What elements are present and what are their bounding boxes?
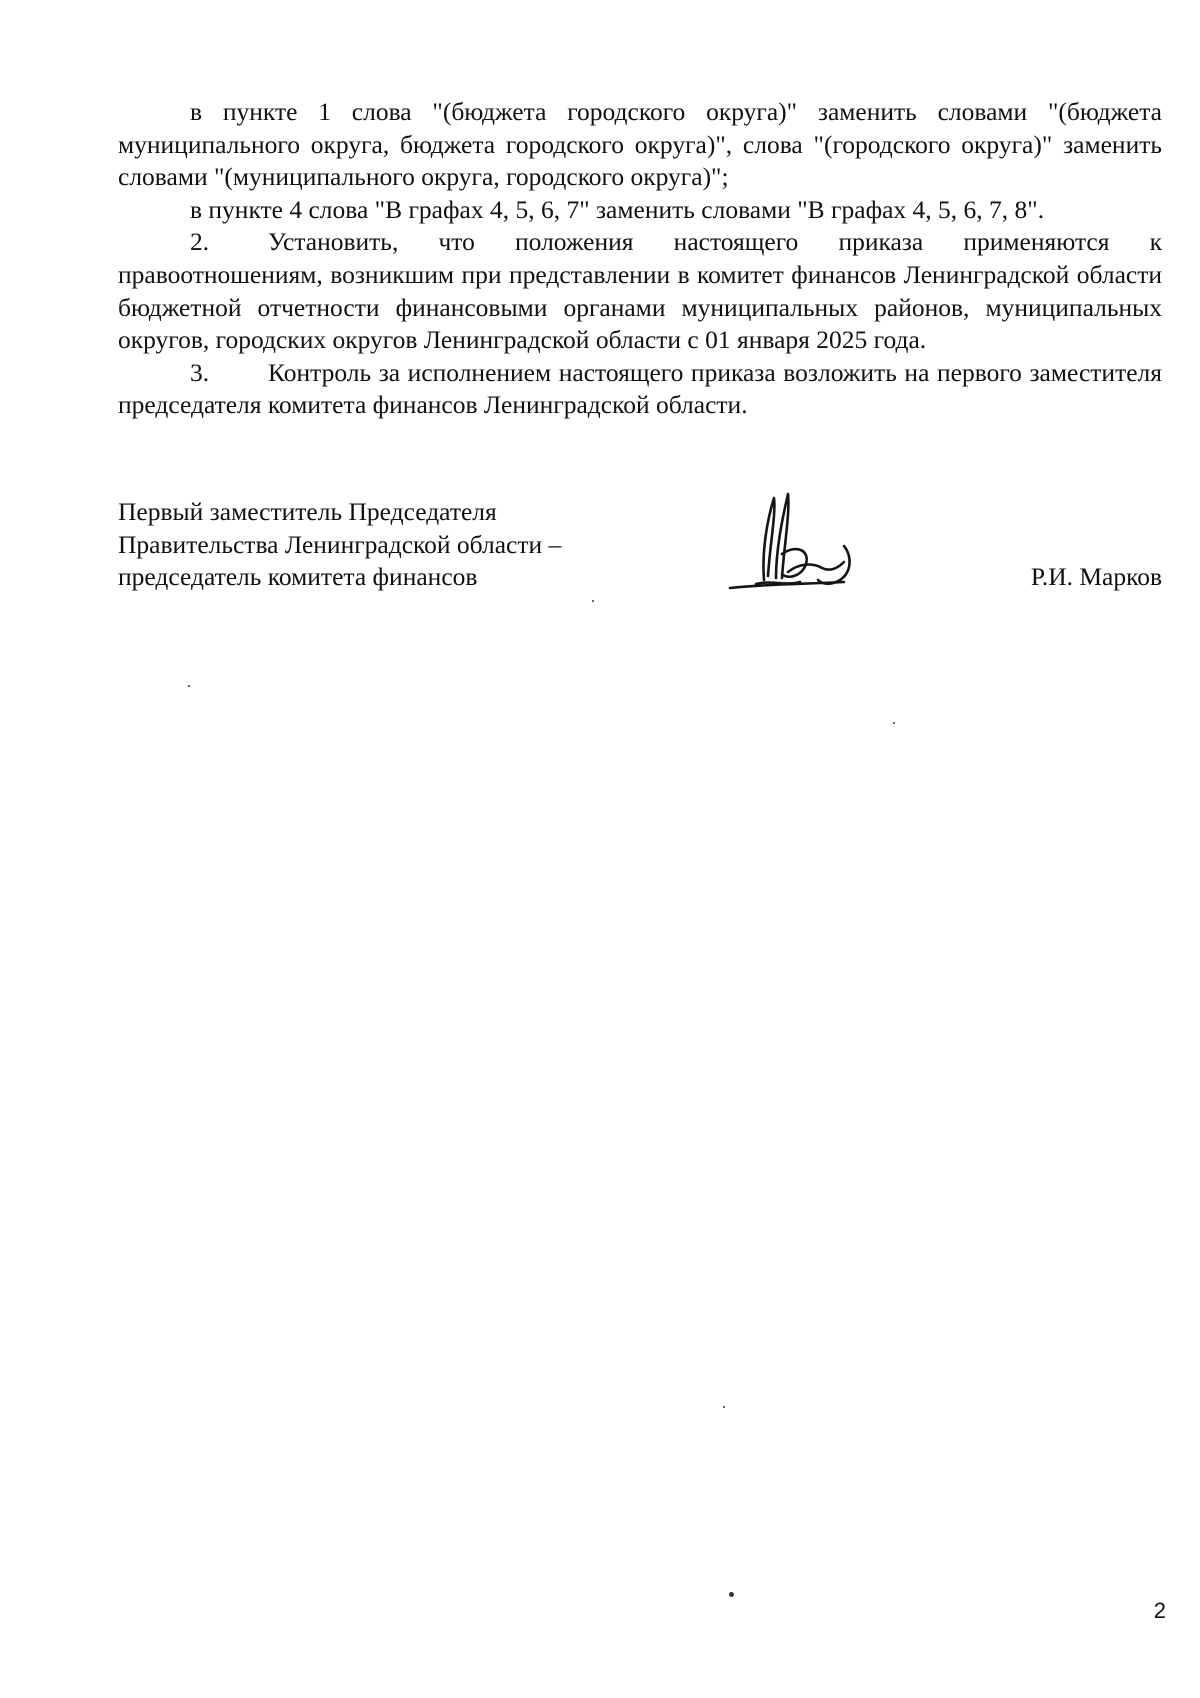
- item-number: 2.: [190, 227, 210, 257]
- scan-speck: [723, 1406, 725, 1408]
- paragraph-item-3: [118, 357, 1162, 422]
- signatory-name: Р.И. Марков: [1030, 562, 1162, 591]
- document-body: [118, 96, 1162, 422]
- signatory-position: [118, 496, 678, 594]
- paragraph-text: в пункте 4 слова "В графах 4, 5, 6, 7" заменить словами "В графах 4, 5, 6, 7, 8".: [190, 194, 1045, 224]
- scan-speck: [893, 722, 895, 724]
- scan-speck: [188, 685, 190, 687]
- paragraph-amendment-point-1: [118, 96, 1162, 194]
- position-line: Правительства Ленинградской области –: [118, 529, 562, 559]
- paragraph-item-2: [118, 226, 1162, 356]
- position-line: председатель комитета финансов: [118, 562, 478, 592]
- paragraph-text: в пункте 1 слова "(бюджета городского округа)" заменить словами "(бюджета муниципального округа, бюджета городского округа)", слова "(городского округа)" заменить словами "(муниципального округа, городского округа)";: [118, 97, 1162, 192]
- scan-speck: [592, 600, 594, 602]
- item-number: 3.: [190, 357, 210, 387]
- position-line: Первый заместитель Председателя: [118, 497, 497, 526]
- signature-block: [118, 496, 1162, 606]
- paragraph-text: Контроль за исполнением настоящего приказа возложить на первого заместителя председателя комитета финансов Ленинградской области.: [118, 357, 1162, 420]
- paragraph-amendment-point-4: [118, 194, 1162, 227]
- scan-speck: [729, 1592, 734, 1597]
- handwritten-signature: [726, 484, 862, 596]
- page-number: 2: [1153, 1598, 1166, 1623]
- paragraph-text: Установить, что положения настоящего приказа применяются к правоотношениям, возникшим при представлении в комитет финансов Ленинградской области бюджетной отчетности финансовыми органами муниципальных районов, муниципальных округов, городских округов Ленинградской области с 01 января 2025 года.: [118, 227, 1162, 355]
